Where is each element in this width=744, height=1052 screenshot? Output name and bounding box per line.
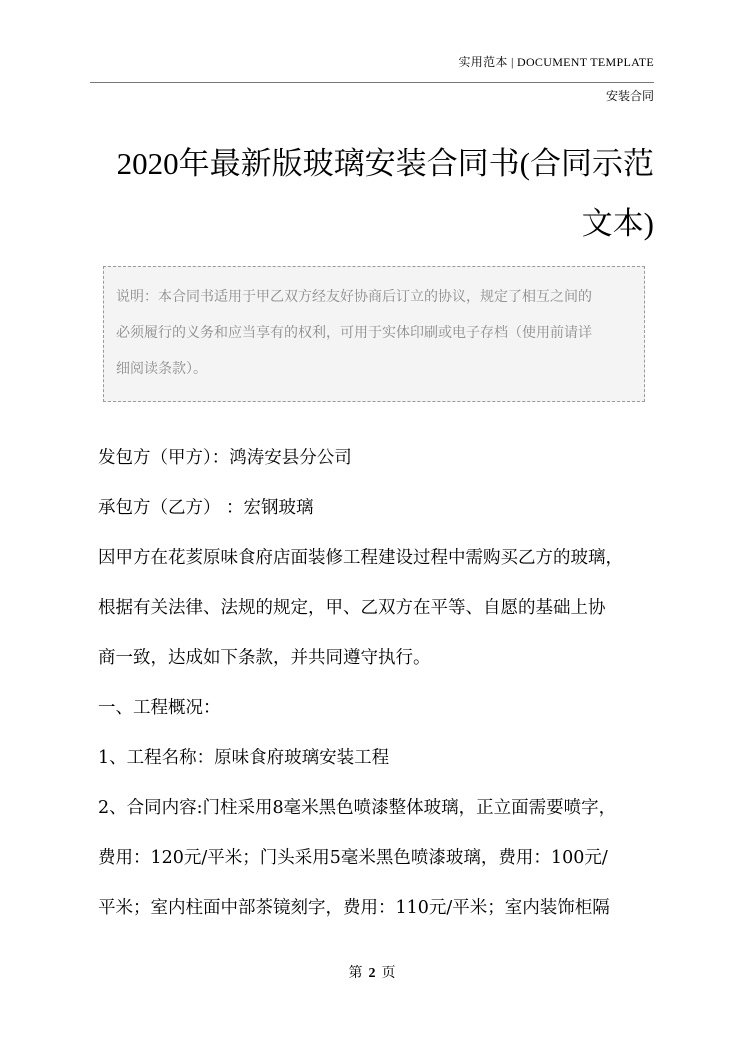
party-b-line: 承包方（乙方） ：宏钢玻璃 — [98, 498, 314, 518]
body-paragraph-line: 因甲方在花荄原味食府店面装修工程建设过程中需购买乙方的玻璃， — [98, 548, 623, 568]
page-prefix: 第 — [348, 966, 363, 981]
page-suffix: 页 — [381, 966, 396, 981]
header-category-label: 安装合同 — [605, 89, 654, 103]
clause-line: 平米；室内柱面中部茶镜刻字，费用：110元/平米；室内装饰柜隔 — [98, 898, 610, 918]
note-line: 细阅读条款）。 — [116, 361, 207, 377]
body-paragraph-line: 根据有关法律、法规的规定，甲、乙双方在平等、自愿的基础上协 — [98, 598, 606, 618]
title-line-1: 2020年最新版玻璃安装合同书(合同示范 — [116, 146, 654, 181]
contract-body — [98, 433, 658, 933]
page-footer — [0, 962, 744, 982]
page-number: 2 — [368, 966, 376, 981]
party-a-line: 发包方（甲方）：鸿涛安县分公司 — [98, 448, 352, 468]
clause-line: 1、工程名称：原味食府玻璃安装工程 — [98, 748, 390, 768]
clause-line: 费用：120元/平米；门头采用5毫米黑色喷漆玻璃，费用：100元/ — [98, 848, 608, 868]
clause-line: 2、合同内容:门柱采用8毫米黑色喷漆整体玻璃，正立面需要喷字， — [98, 798, 617, 818]
title-line-2: 文本) — [581, 206, 654, 241]
note-line: 必须履行的义务和应当享有的权利，可用于实体印刷或电子存档（使用前请详 — [116, 325, 592, 341]
document-title — [90, 134, 654, 254]
section-heading: 一、工程概况： — [98, 698, 221, 718]
header-document-template-label: 实用范本 | DOCUMENT TEMPLATE — [458, 55, 654, 69]
note-line: 说明：本合同书适用于甲乙双方经友好协商后订立的协议，规定了相互之间的 — [116, 289, 592, 305]
body-paragraph-line: 商一致，达成如下条款，并共同遵守执行。 — [98, 648, 431, 668]
instruction-note-box — [103, 266, 645, 402]
header-divider — [90, 82, 654, 83]
